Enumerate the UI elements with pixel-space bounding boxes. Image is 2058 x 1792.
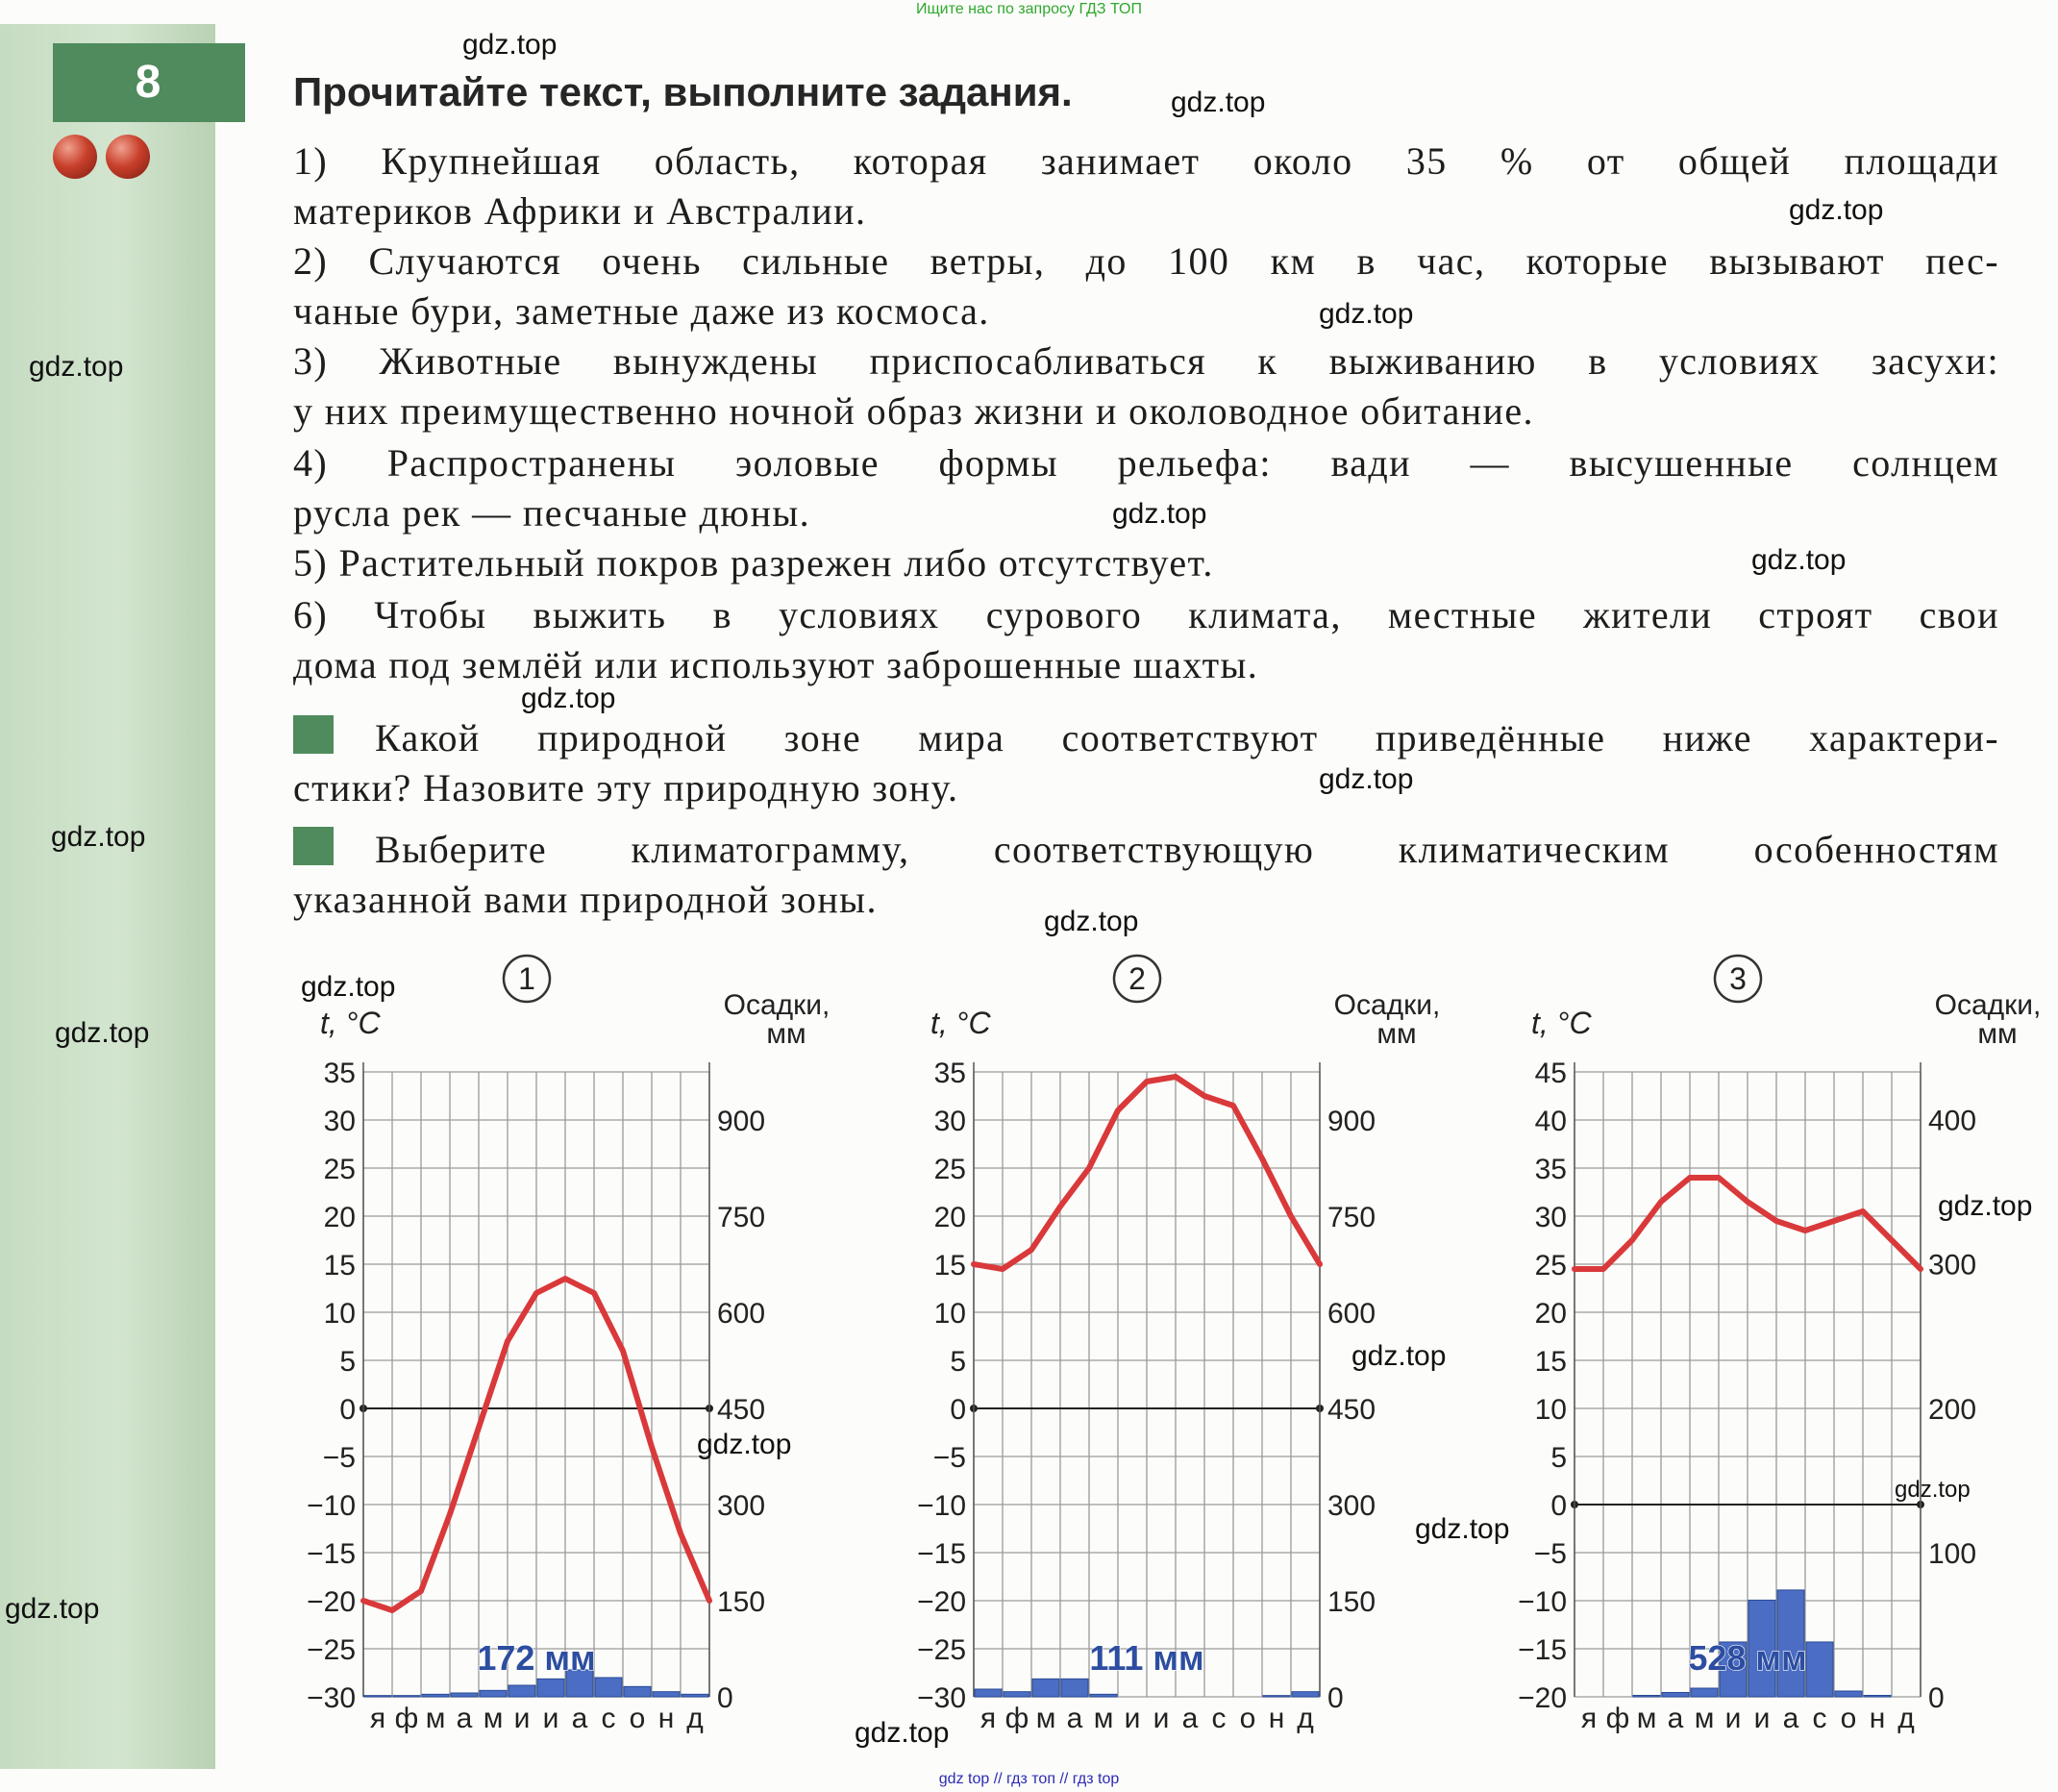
precipitation-bar [422,1694,449,1697]
watermark: gdz.top [29,351,124,383]
chart-number: 2 [1128,961,1146,996]
month-label: м [1694,1703,1715,1734]
y-tick-label: −25 [917,1634,966,1666]
precipitation-bar [1662,1692,1689,1697]
y2-tick-label: 150 [1327,1586,1376,1618]
month-label: м [483,1703,504,1734]
y-tick-label: −5 [1533,1538,1567,1570]
task-number-badge: 8 [53,43,245,122]
y2-axis-title: мм [1376,1018,1417,1050]
watermark: gdz.top [1751,544,1847,576]
watermark: gdz.top [1789,194,1884,226]
month-label: а [456,1703,473,1734]
month-label: ф [394,1703,419,1734]
precipitation-bar [1004,1692,1030,1697]
month-label: я [369,1703,386,1734]
watermark: gdz.top [51,821,146,853]
top-banner[interactable]: Ищите нас по запросу ГДЗ ТОП [916,1,1142,17]
question-1-line: Какой природной зоне мира соответствуют приведённые ниже характери- [375,716,1999,759]
month-label: н [1869,1703,1886,1734]
y-tick-label: −10 [917,1490,966,1522]
y2-tick-label: 900 [1327,1106,1376,1137]
watermark: gdz.top [697,1429,792,1460]
month-label: а [1782,1703,1799,1734]
task-heading: Прочитайте текст, выполните задания. [293,69,1073,114]
y-tick-label: 15 [933,1250,966,1282]
y-tick-label: 5 [1550,1442,1567,1474]
watermark: gdz.top [1319,298,1414,330]
text-line: дома под землёй или используют заброшенные шахты. [293,643,1259,686]
precipitation-bar [595,1678,622,1697]
y-axis-title: t, °C [320,1006,381,1040]
text-line: 3) Животные вынуждены приспосабливаться к выживанию в условиях засухи: [293,339,1999,383]
watermark: gdz.top [1938,1190,2033,1222]
y-tick-label: −20 [917,1586,966,1618]
y-tick-label: 0 [339,1394,356,1426]
precipitation-bar [1090,1694,1117,1697]
precipitation-bar [451,1693,478,1697]
y-tick-label: −25 [307,1634,356,1666]
y2-axis-title: Осадки, [1333,989,1441,1021]
month-label: м [1636,1703,1657,1734]
month-label: м [1035,1703,1056,1734]
month-label: я [979,1703,997,1734]
month-label: а [1181,1703,1199,1734]
precipitation-bar [624,1686,651,1697]
y2-tick-label: 200 [1928,1393,1977,1426]
chart-number: 1 [518,961,535,996]
month-label: м [425,1703,446,1734]
month-label: и [1124,1703,1141,1734]
y-tick-label: 20 [323,1202,356,1233]
precipitation-total: 528 мм [1688,1638,1807,1678]
y-tick-label: 10 [323,1298,356,1330]
question-1-line: стики? Назовите эту природную зону. [293,766,959,809]
month-label: а [1667,1703,1684,1734]
precipitation-bar [480,1690,507,1697]
month-label: н [1268,1703,1285,1734]
month-label: м [1093,1703,1114,1734]
y-tick-label: 35 [1534,1154,1567,1185]
precipitation-bar [1263,1696,1290,1697]
y2-tick-label: 750 [717,1202,766,1233]
month-label: д [1297,1703,1314,1734]
y2-tick-label: 450 [717,1394,766,1426]
month-label: а [1066,1703,1083,1734]
text-line: у них преимущественно ночной образ жизни и околоводное обитание. [293,389,1534,433]
watermark: gdz.top [1171,87,1266,118]
watermark: gdz.top [1044,906,1139,937]
y2-tick-label: 300 [1928,1249,1977,1282]
y-tick-label: −10 [1518,1586,1567,1618]
text-line: материков Африки и Австралии. [293,189,867,233]
y2-tick-label: 0 [1928,1682,1945,1714]
watermark: gdz.top [521,683,616,714]
watermark: gdz.top [1415,1513,1510,1545]
task-bullet-icon [293,827,334,865]
text-line: 5) Растительный покров разрежен либо отсутствует. [293,541,1214,585]
y-tick-label: 5 [950,1346,966,1378]
month-label: д [686,1703,704,1734]
y-tick-label: 10 [1534,1394,1567,1426]
y-tick-label: 25 [933,1154,966,1185]
watermark: gdz.top [462,29,558,61]
y-tick-label: 5 [339,1346,356,1378]
y-tick-label: 30 [1534,1202,1567,1233]
month-label: и [1753,1703,1771,1734]
precipitation-bar [1806,1642,1833,1697]
watermark: gdz.top [855,1717,950,1749]
y-tick-label: −10 [307,1490,356,1522]
difficulty-dot-icon [53,135,97,179]
y2-tick-label: 900 [717,1106,766,1137]
y2-tick-label: 600 [717,1298,766,1330]
y-tick-label: −5 [932,1442,966,1474]
text-line: 1) Крупнейшая область, которая занимает около 35 % от общей площади [293,139,1999,183]
precipitation-bar [1864,1695,1891,1697]
precipitation-bar [1061,1679,1088,1697]
climatogram-1 [288,952,980,1740]
precipitation-bar [682,1694,708,1697]
month-label: о [629,1703,646,1734]
precipitation-bar [975,1689,1002,1697]
y-tick-label: −30 [307,1682,356,1714]
month-label: н [657,1703,675,1734]
precipitation-bar [653,1692,680,1697]
y-axis-title: t, °C [1531,1006,1592,1040]
y2-axis-title: мм [1977,1018,2018,1050]
footer-links[interactable]: gdz top // гдз топ // гдз top [938,1771,1120,1787]
y2-tick-label: 300 [1327,1490,1376,1522]
y2-tick-label: 0 [1327,1682,1344,1714]
watermark: gdz.top [1112,498,1207,530]
precipitation-total: 172 мм [477,1638,596,1678]
month-label: о [1840,1703,1857,1734]
precipitation-bar [537,1679,564,1697]
y-tick-label: 15 [1534,1346,1567,1378]
y-tick-label: 15 [323,1250,356,1282]
watermark: gdz.top [1351,1340,1447,1372]
month-label: и [1724,1703,1742,1734]
month-label: д [1897,1703,1915,1734]
month-label: и [513,1703,531,1734]
y-tick-label: 0 [950,1394,966,1426]
month-label: с [1812,1703,1827,1734]
watermark: gdz.top [5,1593,100,1625]
y2-axis-title: Осадки, [1934,989,2042,1021]
y2-tick-label: 150 [717,1586,766,1618]
y2-tick-label: 750 [1327,1202,1376,1233]
month-label: о [1239,1703,1256,1734]
y2-tick-label: 450 [1327,1394,1376,1426]
watermark: gdz.top [55,1017,150,1049]
y-tick-label: 35 [323,1058,356,1089]
precipitation-bar [1633,1695,1660,1697]
y-tick-label: −20 [1518,1682,1567,1714]
text-line: 2) Случаются очень сильные ветры, до 100 км в час, которые вызывают пес- [293,239,1999,283]
task-bullet-icon [293,715,334,754]
y2-tick-label: 0 [717,1682,733,1714]
month-label: с [601,1703,616,1734]
y-tick-label: 45 [1534,1058,1567,1089]
y-tick-label: −30 [917,1682,966,1714]
y-tick-label: −15 [917,1538,966,1570]
y-axis-title: t, °C [930,1006,991,1040]
chart-number: 3 [1729,961,1747,996]
watermark: gdz.top [301,971,396,1003]
y-tick-label: 40 [1534,1106,1567,1137]
y2-axis-title: мм [766,1018,806,1050]
y-tick-label: 10 [933,1298,966,1330]
precipitation-total: 111 мм [1089,1638,1204,1678]
text-line: 4) Распространены эоловые формы рельефа: вади — высушенные солнцем [293,441,1999,485]
question-2-line: Выберите климатограмму, соответствующую климатическим особенностям [375,828,1999,871]
y-tick-label: −5 [322,1442,356,1474]
y-tick-label: 0 [1550,1490,1567,1522]
y2-tick-label: 100 [1928,1537,1977,1570]
precipitation-bar [1032,1679,1059,1697]
y2-tick-label: 400 [1928,1105,1977,1137]
climatogram-3 [1500,952,2058,1740]
text-line: русла рек — песчаные дюны. [293,491,811,535]
month-label: и [1153,1703,1170,1734]
question-2-line: указанной вами природной зоны. [293,878,878,921]
precipitation-bar [508,1685,535,1697]
precipitation-bar [393,1696,420,1697]
text-line: чаные бури, заметные даже из космоса. [293,289,990,333]
precipitation-bar [1691,1688,1718,1697]
y-tick-label: 35 [933,1058,966,1089]
y2-tick-label: 300 [717,1490,766,1522]
precipitation-bar [1292,1692,1319,1697]
y-tick-label: −15 [1518,1634,1567,1666]
watermark: gdz.top [1319,763,1414,795]
month-label: я [1580,1703,1598,1734]
y-tick-label: 30 [933,1106,966,1137]
precipitation-bar [364,1696,391,1697]
month-label: ф [1605,1703,1630,1734]
y2-tick-label: 600 [1327,1298,1376,1330]
y-tick-label: 20 [1534,1298,1567,1330]
y-tick-label: 25 [1534,1250,1567,1282]
watermark: gdz.top [1895,1477,1971,1503]
month-label: и [542,1703,559,1734]
y-tick-label: −15 [307,1538,356,1570]
left-margin-strip [0,24,215,1769]
month-label: а [571,1703,588,1734]
month-label: ф [1004,1703,1029,1734]
climatogram-2 [899,952,1591,1740]
y2-axis-title: Осадки, [723,989,831,1021]
difficulty-dot-icon [106,135,150,179]
y-tick-label: 25 [323,1154,356,1185]
precipitation-bar [1835,1691,1862,1697]
y-tick-label: 30 [323,1106,356,1137]
y-tick-label: −20 [307,1586,356,1618]
text-line: 6) Чтобы выжить в условиях сурового климата, местные жители строят свои [293,593,1999,636]
y-tick-label: 20 [933,1202,966,1233]
month-label: с [1211,1703,1227,1734]
